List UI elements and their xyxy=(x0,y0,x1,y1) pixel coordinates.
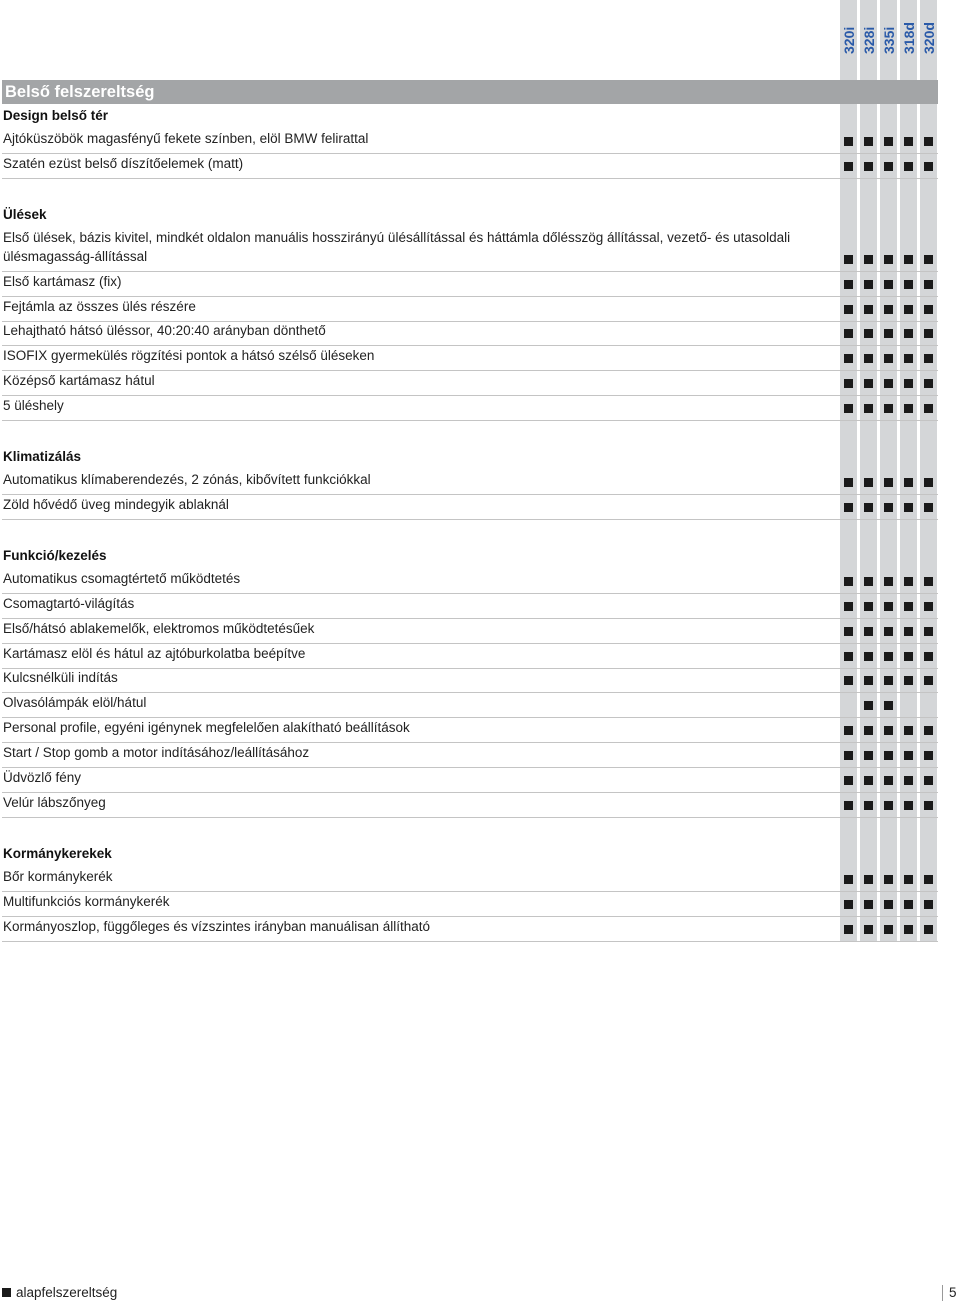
category-heading-row xyxy=(2,843,938,867)
feature-row xyxy=(2,130,938,154)
feature-row xyxy=(2,694,938,718)
category-heading: Ülések xyxy=(3,206,47,222)
standard-equipment-marker-icon xyxy=(924,379,933,388)
standard-equipment-marker-icon xyxy=(864,900,873,909)
standard-equipment-marker-icon xyxy=(844,776,853,785)
standard-equipment-marker-icon xyxy=(884,602,893,611)
standard-equipment-marker-icon xyxy=(904,776,913,785)
standard-equipment-marker-icon xyxy=(924,627,933,636)
feature-label: Kartámasz elöl és hátul az ajtóburkolatba beépítve xyxy=(3,645,306,661)
feature-row xyxy=(2,155,938,179)
feature-row xyxy=(2,372,938,396)
feature-label: Automatikus klímaberendezés, 2 zónás, kibővített funkciókkal xyxy=(3,471,371,487)
feature-label: Lehajtható hátsó üléssor, 40:20:40 arányban dönthető xyxy=(3,322,326,338)
feature-row xyxy=(2,868,938,892)
standard-equipment-marker-icon xyxy=(884,676,893,685)
feature-row xyxy=(2,670,938,693)
feature-row xyxy=(2,744,938,768)
model-header xyxy=(920,0,937,76)
feature-label: Első/hátsó ablakemelők, elektromos működtetésűek xyxy=(3,620,315,636)
standard-equipment-marker-icon xyxy=(884,925,893,934)
feature-label: Olvasólámpák elöl/hátul xyxy=(3,694,147,710)
standard-equipment-marker-icon xyxy=(844,676,853,685)
standard-equipment-marker-icon xyxy=(844,925,853,934)
model-label: 320d xyxy=(920,22,937,54)
standard-equipment-marker-icon xyxy=(904,900,913,909)
standard-equipment-marker-icon xyxy=(924,751,933,760)
standard-equipment-marker-icon xyxy=(864,726,873,735)
standard-equipment-marker-icon xyxy=(864,652,873,661)
standard-equipment-marker-icon xyxy=(864,503,873,512)
model-header xyxy=(880,0,897,76)
standard-equipment-marker-icon xyxy=(904,329,913,338)
standard-equipment-marker-icon xyxy=(844,280,853,289)
feature-label: Első ülések, bázis kivitel, mindkét oldalon manuális hosszirányú ülésállítással és háttámla dőlésszög állítással, vezető- és utasoldali ülésmagasság-állítással xyxy=(3,230,791,264)
standard-equipment-marker-icon xyxy=(844,305,853,314)
standard-equipment-marker-icon xyxy=(924,676,933,685)
standard-equipment-marker-icon xyxy=(904,801,913,810)
feature-row xyxy=(2,918,938,942)
standard-equipment-marker-icon xyxy=(884,627,893,636)
standard-equipment-marker-icon xyxy=(904,726,913,735)
standard-equipment-marker-icon xyxy=(884,726,893,735)
model-header xyxy=(900,0,917,76)
category-heading: Design belső tér xyxy=(3,107,109,123)
standard-equipment-marker-icon xyxy=(864,305,873,314)
feature-row xyxy=(2,570,938,594)
feature-row xyxy=(2,323,938,346)
standard-equipment-marker-icon xyxy=(904,478,913,487)
standard-equipment-marker-icon xyxy=(904,503,913,512)
standard-equipment-marker-icon xyxy=(904,404,913,413)
feature-row xyxy=(2,719,938,743)
category-heading-row xyxy=(2,447,938,470)
model-header xyxy=(860,0,877,76)
standard-equipment-marker-icon xyxy=(924,602,933,611)
legend-label: alapfelszereltség xyxy=(16,1285,118,1300)
model-label: 328i xyxy=(860,26,877,54)
standard-equipment-marker-icon xyxy=(904,354,913,363)
legend xyxy=(2,1285,117,1300)
standard-equipment-marker-icon xyxy=(844,875,853,884)
standard-equipment-marker-icon xyxy=(884,137,893,146)
feature-row xyxy=(2,397,938,421)
standard-equipment-marker-icon xyxy=(904,379,913,388)
standard-equipment-marker-icon xyxy=(904,137,913,146)
category-heading-row xyxy=(2,204,938,228)
category-heading: Funkció/kezelés xyxy=(3,547,107,563)
standard-equipment-marker-icon xyxy=(904,875,913,884)
standard-equipment-marker-icon xyxy=(884,162,893,171)
feature-row xyxy=(2,273,938,297)
feature-row xyxy=(2,893,938,917)
standard-equipment-marker-icon xyxy=(884,577,893,586)
standard-equipment-marker-icon xyxy=(904,652,913,661)
standard-equipment-marker-icon xyxy=(904,280,913,289)
standard-equipment-marker-icon xyxy=(924,478,933,487)
standard-equipment-marker-icon xyxy=(864,379,873,388)
standard-equipment-marker-icon xyxy=(844,379,853,388)
standard-equipment-marker-icon xyxy=(884,776,893,785)
standard-equipment-marker-icon xyxy=(904,305,913,314)
feature-label: Bőr kormánykerék xyxy=(3,868,113,884)
standard-equipment-marker-icon xyxy=(844,354,853,363)
standard-equipment-marker-icon xyxy=(864,925,873,934)
standard-equipment-marker-icon xyxy=(2,1288,11,1297)
standard-equipment-marker-icon xyxy=(924,875,933,884)
standard-equipment-marker-icon xyxy=(864,776,873,785)
standard-equipment-marker-icon xyxy=(904,676,913,685)
standard-equipment-marker-icon xyxy=(844,602,853,611)
standard-equipment-marker-icon xyxy=(884,404,893,413)
standard-equipment-marker-icon xyxy=(864,627,873,636)
feature-row xyxy=(2,471,938,495)
standard-equipment-marker-icon xyxy=(904,602,913,611)
standard-equipment-marker-icon xyxy=(884,751,893,760)
standard-equipment-marker-icon xyxy=(884,701,893,710)
standard-equipment-marker-icon xyxy=(904,162,913,171)
standard-equipment-marker-icon xyxy=(924,726,933,735)
feature-row xyxy=(2,595,938,619)
standard-equipment-marker-icon xyxy=(844,137,853,146)
model-label: 320i xyxy=(840,26,857,54)
standard-equipment-marker-icon xyxy=(844,162,853,171)
standard-equipment-marker-icon xyxy=(924,652,933,661)
standard-equipment-marker-icon xyxy=(884,875,893,884)
feature-row xyxy=(2,769,938,793)
standard-equipment-marker-icon xyxy=(924,255,933,264)
model-header xyxy=(840,0,857,76)
model-label: 318d xyxy=(900,22,917,54)
standard-equipment-marker-icon xyxy=(844,751,853,760)
standard-equipment-marker-icon xyxy=(844,329,853,338)
standard-equipment-marker-icon xyxy=(864,137,873,146)
standard-equipment-marker-icon xyxy=(924,503,933,512)
model-label: 335i xyxy=(880,26,897,54)
standard-equipment-marker-icon xyxy=(904,255,913,264)
feature-row xyxy=(2,645,938,669)
standard-equipment-marker-icon xyxy=(884,652,893,661)
feature-row xyxy=(2,496,938,520)
standard-equipment-marker-icon xyxy=(844,627,853,636)
standard-equipment-marker-icon xyxy=(864,280,873,289)
standard-equipment-marker-icon xyxy=(924,280,933,289)
feature-label: Ajtóküszöbök magasfényű fekete színben, elöl BMW felirattal xyxy=(3,130,369,146)
standard-equipment-marker-icon xyxy=(864,602,873,611)
feature-row xyxy=(2,347,938,371)
feature-label: Velúr lábszőnyeg xyxy=(3,794,106,810)
category-heading-row xyxy=(2,546,938,569)
page-number: 5 xyxy=(942,1285,957,1301)
feature-label: Üdvözlő fény xyxy=(3,769,82,785)
standard-equipment-marker-icon xyxy=(924,404,933,413)
standard-equipment-marker-icon xyxy=(864,577,873,586)
feature-row xyxy=(2,794,938,818)
feature-row xyxy=(2,620,938,644)
standard-equipment-marker-icon xyxy=(884,329,893,338)
standard-equipment-marker-icon xyxy=(884,305,893,314)
standard-equipment-marker-icon xyxy=(844,404,853,413)
feature-row xyxy=(2,229,938,272)
standard-equipment-marker-icon xyxy=(864,329,873,338)
standard-equipment-marker-icon xyxy=(844,255,853,264)
standard-equipment-marker-icon xyxy=(844,900,853,909)
standard-equipment-marker-icon xyxy=(924,801,933,810)
standard-equipment-marker-icon xyxy=(924,162,933,171)
standard-equipment-marker-icon xyxy=(904,627,913,636)
feature-label: Kormányoszlop, függőleges és vízszintes irányban manuálisan állítható xyxy=(3,918,430,934)
feature-label: Multifunkciós kormánykerék xyxy=(3,893,170,909)
category-heading: Kormánykerekek xyxy=(3,845,112,861)
feature-label: Fejtámla az összes ülés részére xyxy=(3,298,196,314)
feature-label: Start / Stop gomb a motor indításához/leállításához xyxy=(3,744,310,760)
standard-equipment-marker-icon xyxy=(864,354,873,363)
standard-equipment-marker-icon xyxy=(884,503,893,512)
category-heading-row xyxy=(2,104,938,129)
standard-equipment-marker-icon xyxy=(884,379,893,388)
standard-equipment-marker-icon xyxy=(884,255,893,264)
feature-label: ISOFIX gyermekülés rögzítési pontok a hátsó szélső üléseken xyxy=(3,347,375,363)
standard-equipment-marker-icon xyxy=(904,577,913,586)
standard-equipment-marker-icon xyxy=(864,676,873,685)
standard-equipment-marker-icon xyxy=(844,478,853,487)
standard-equipment-marker-icon xyxy=(864,478,873,487)
standard-equipment-marker-icon xyxy=(884,900,893,909)
standard-equipment-marker-icon xyxy=(864,404,873,413)
standard-equipment-marker-icon xyxy=(844,503,853,512)
standard-equipment-marker-icon xyxy=(864,255,873,264)
standard-equipment-marker-icon xyxy=(904,925,913,934)
standard-equipment-marker-icon xyxy=(864,801,873,810)
standard-equipment-marker-icon xyxy=(844,652,853,661)
standard-equipment-marker-icon xyxy=(864,701,873,710)
standard-equipment-marker-icon xyxy=(884,478,893,487)
category-heading: Klimatizálás xyxy=(3,448,82,464)
standard-equipment-marker-icon xyxy=(844,726,853,735)
standard-equipment-marker-icon xyxy=(884,280,893,289)
standard-equipment-marker-icon xyxy=(924,900,933,909)
standard-equipment-marker-icon xyxy=(904,751,913,760)
feature-label: Personal profile, egyéni igénynek megfelelően alakítható beállítások xyxy=(3,719,410,735)
feature-row xyxy=(2,298,938,322)
standard-equipment-marker-icon xyxy=(864,751,873,760)
standard-equipment-marker-icon xyxy=(864,162,873,171)
feature-label: Szatén ezüst belső díszítőelemek (matt) xyxy=(3,155,244,171)
standard-equipment-marker-icon xyxy=(864,875,873,884)
feature-label: Középső kartámasz hátul xyxy=(3,372,155,388)
feature-label: Zöld hővédő üveg mindegyik ablaknál xyxy=(3,496,229,512)
standard-equipment-marker-icon xyxy=(884,354,893,363)
standard-equipment-marker-icon xyxy=(924,776,933,785)
feature-label: Első kartámasz (fix) xyxy=(3,273,122,289)
feature-label: Kulcsnélküli indítás xyxy=(3,669,118,685)
section-title: Belső felszereltség xyxy=(2,80,938,104)
feature-label: Automatikus csomagtértető működtetés xyxy=(3,570,241,586)
standard-equipment-marker-icon xyxy=(924,354,933,363)
standard-equipment-marker-icon xyxy=(924,577,933,586)
standard-equipment-marker-icon xyxy=(924,137,933,146)
standard-equipment-marker-icon xyxy=(924,305,933,314)
standard-equipment-marker-icon xyxy=(924,925,933,934)
standard-equipment-marker-icon xyxy=(884,801,893,810)
feature-label: 5 üléshely xyxy=(3,397,64,413)
standard-equipment-marker-icon xyxy=(844,577,853,586)
standard-equipment-marker-icon xyxy=(924,329,933,338)
feature-label: Csomagtartó-világítás xyxy=(3,595,135,611)
standard-equipment-marker-icon xyxy=(844,801,853,810)
